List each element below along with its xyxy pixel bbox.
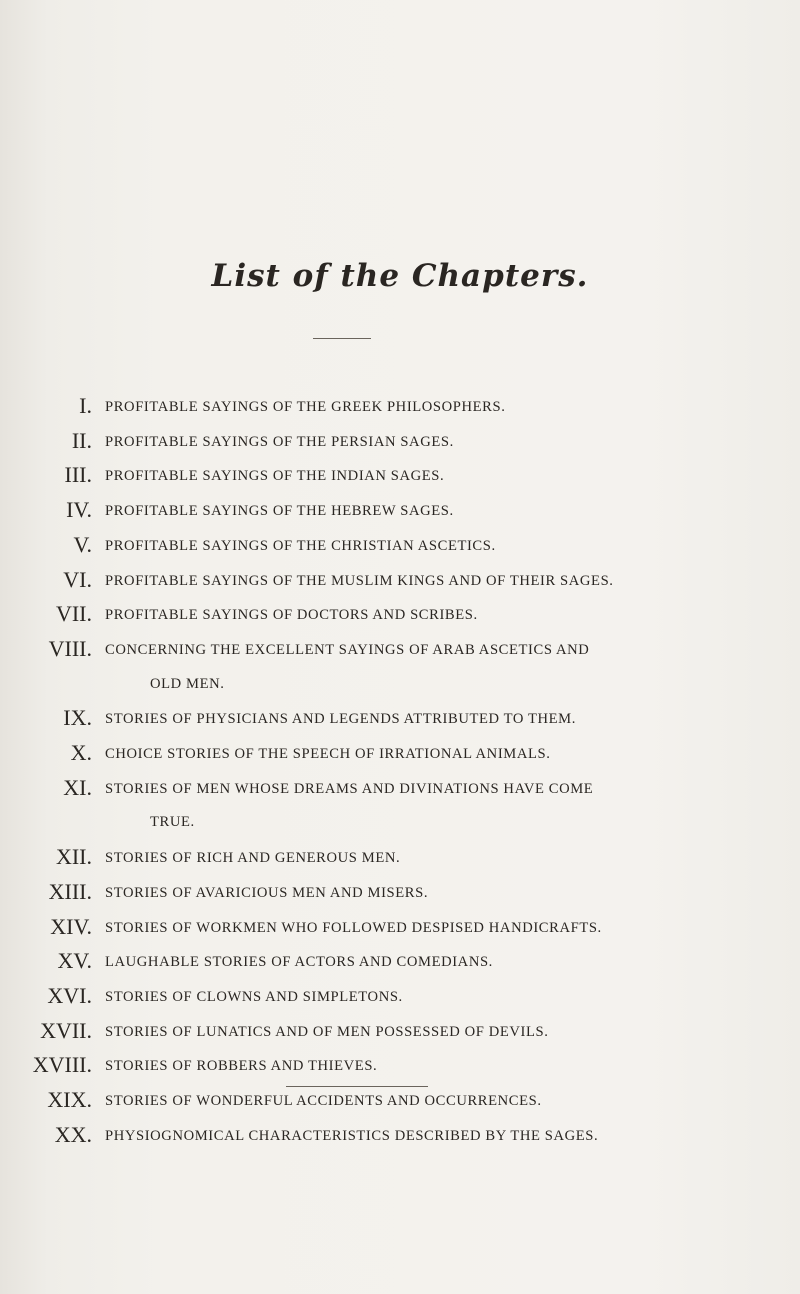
chapter-title: PROFITABLE SAYINGS OF THE PERSIAN SAGES. bbox=[105, 433, 454, 450]
chapter-numeral: XVII. bbox=[40, 1017, 92, 1043]
chapter-numeral: II. bbox=[71, 427, 92, 453]
chapter-row bbox=[0, 947, 800, 975]
chapter-numeral: XI. bbox=[63, 774, 92, 800]
chapter-title: PROFITABLE SAYINGS OF DOCTORS AND SCRIBES. bbox=[105, 607, 478, 624]
chapter-title: STORIES OF RICH AND GENEROUS MEN. bbox=[105, 850, 401, 867]
chapter-row bbox=[0, 1121, 800, 1149]
chapter-numeral: XV. bbox=[57, 948, 92, 974]
chapter-row-continuation bbox=[0, 670, 800, 698]
chapter-row bbox=[0, 1086, 800, 1114]
chapter-title-continuation: TRUE. bbox=[150, 814, 195, 831]
chapter-row bbox=[0, 774, 800, 802]
chapter-numeral: XVIII. bbox=[32, 1052, 92, 1078]
chapter-numeral: VII. bbox=[55, 601, 92, 627]
title-divider bbox=[313, 338, 371, 339]
chapter-title: PROFITABLE SAYINGS OF THE INDIAN SAGES. bbox=[105, 468, 445, 485]
chapter-row bbox=[0, 704, 800, 732]
chapter-numeral: IV. bbox=[66, 497, 92, 523]
chapter-title: STORIES OF PHYSICIANS AND LEGENDS ATTRIBUTED TO THEM. bbox=[105, 711, 577, 728]
chapter-title: PHYSIOGNOMICAL CHARACTERISTICS DESCRIBED BY THE SAGES. bbox=[105, 1127, 599, 1144]
chapter-row bbox=[0, 566, 800, 594]
chapter-row bbox=[0, 739, 800, 767]
chapter-row bbox=[0, 635, 800, 663]
chapter-title: CHOICE STORIES OF THE SPEECH OF IRRATIONAL ANIMALS. bbox=[105, 746, 551, 762]
chapter-row bbox=[0, 843, 800, 871]
chapter-title: STORIES OF AVARICIOUS MEN AND MISERS. bbox=[105, 884, 429, 901]
chapter-row bbox=[0, 496, 800, 524]
chapter-title: LAUGHABLE STORIES OF ACTORS AND COMEDIANS. bbox=[105, 954, 493, 971]
chapter-row-continuation bbox=[0, 808, 800, 836]
chapter-numeral: I. bbox=[79, 393, 92, 418]
chapter-title: CONCERNING THE EXCELLENT SAYINGS OF ARAB ASCETICS AND bbox=[105, 641, 590, 658]
chapter-numeral: XII. bbox=[55, 844, 92, 870]
chapter-row bbox=[0, 913, 800, 941]
chapter-numeral: VIII. bbox=[48, 635, 92, 661]
chapter-title-continuation: OLD MEN. bbox=[150, 675, 225, 692]
chapter-title: STORIES OF ROBBERS AND THIEVES. bbox=[105, 1058, 378, 1075]
chapter-title: PROFITABLE SAYINGS OF THE MUSLIM KINGS AND OF THEIR SAGES. bbox=[105, 572, 614, 589]
chapter-numeral: XIX. bbox=[47, 1087, 92, 1112]
chapter-row bbox=[0, 427, 800, 455]
chapter-numeral: III. bbox=[64, 462, 92, 488]
chapter-title: PROFITABLE SAYINGS OF THE GREEK PHILOSOPHERS. bbox=[105, 399, 506, 415]
end-divider bbox=[286, 1086, 428, 1087]
chapter-title: STORIES OF WORKMEN WHO FOLLOWED DESPISED HANDICRAFTS. bbox=[105, 919, 602, 936]
chapter-title: STORIES OF CLOWNS AND SIMPLETONS. bbox=[105, 988, 403, 1005]
chapter-title: STORIES OF MEN WHOSE DREAMS AND DIVINATIONS HAVE COME bbox=[105, 780, 594, 797]
chapter-row bbox=[0, 600, 800, 628]
chapter-title: PROFITABLE SAYINGS OF THE CHRISTIAN ASCETICS. bbox=[105, 537, 496, 554]
chapter-row bbox=[0, 982, 800, 1010]
chapter-row bbox=[0, 1051, 800, 1079]
chapter-row bbox=[0, 392, 800, 420]
chapter-numeral: VI. bbox=[63, 566, 92, 592]
chapter-row bbox=[0, 1017, 800, 1045]
chapter-row bbox=[0, 531, 800, 559]
chapter-numeral: XX. bbox=[54, 1121, 92, 1147]
chapter-numeral: XIII. bbox=[48, 878, 92, 904]
chapter-row bbox=[0, 461, 800, 489]
chapter-row bbox=[0, 878, 800, 906]
chapter-title: STORIES OF WONDERFUL ACCIDENTS AND OCCURRENCES. bbox=[105, 1093, 542, 1109]
chapter-numeral: IX. bbox=[63, 705, 92, 731]
chapter-numeral: XIV. bbox=[50, 913, 92, 939]
chapter-title: STORIES OF LUNATICS AND OF MEN POSSESSED OF DEVILS. bbox=[105, 1023, 549, 1040]
chapter-numeral: V. bbox=[73, 531, 92, 557]
chapter-numeral: XVI. bbox=[47, 982, 92, 1008]
page-title: List of the Chapters. bbox=[211, 258, 589, 294]
chapter-title: PROFITABLE SAYINGS OF THE HEBREW SAGES. bbox=[105, 503, 454, 520]
chapter-numeral: X. bbox=[70, 740, 92, 765]
